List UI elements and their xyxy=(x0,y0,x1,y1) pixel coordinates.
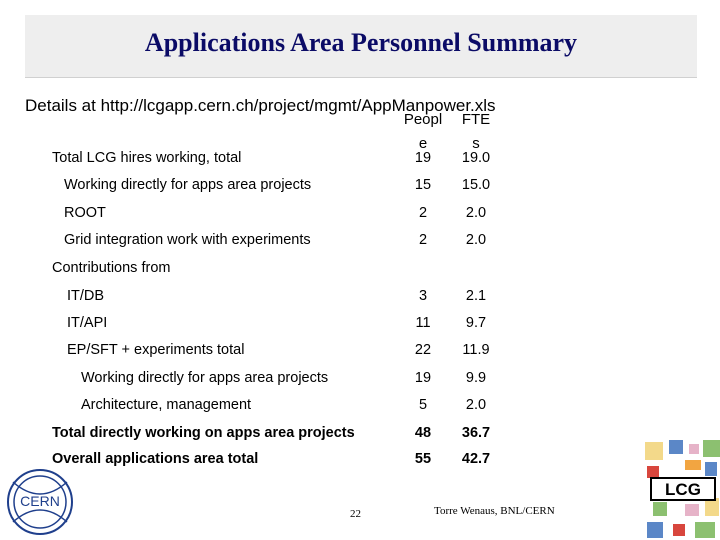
table-row xyxy=(0,370,720,392)
row-label: Total directly working on apps area projects xyxy=(52,425,355,441)
row-people: 48 xyxy=(414,425,432,441)
row-ftes: 9.7 xyxy=(465,315,487,331)
row-ftes: 9.9 xyxy=(465,370,487,386)
column-header-ftes-line2: s xyxy=(472,135,480,152)
cern-logo xyxy=(5,468,75,536)
lcg-logo-text: LCG xyxy=(665,480,701,499)
row-label: Working directly for apps area projects xyxy=(64,177,312,193)
row-ftes: 19.0 xyxy=(461,150,491,166)
row-ftes: 36.7 xyxy=(461,425,491,441)
column-header-people-line1: Peopl xyxy=(403,111,443,128)
row-ftes: 2.0 xyxy=(465,205,487,221)
row-people: 2 xyxy=(418,205,428,221)
total-row xyxy=(0,451,720,473)
row-ftes: 2.0 xyxy=(465,232,487,248)
section-heading-row xyxy=(0,260,720,282)
author-footer: Torre Wenaus, BNL/CERN xyxy=(434,505,555,517)
table-row xyxy=(0,397,720,419)
row-people: 55 xyxy=(414,451,432,467)
table-row xyxy=(0,205,720,227)
row-ftes: 42.7 xyxy=(461,451,491,467)
row-label: Architecture, management xyxy=(81,397,252,413)
page-number: 22 xyxy=(350,508,361,520)
row-people: 22 xyxy=(414,342,432,358)
slide-title: Applications Area Personnel Summary xyxy=(144,28,578,57)
table-row xyxy=(0,315,720,337)
row-ftes: 2.0 xyxy=(465,397,487,413)
title-divider xyxy=(25,77,697,78)
column-header-ftes xyxy=(451,108,501,156)
table-row xyxy=(0,342,720,364)
cern-logo-text: CERN xyxy=(20,493,60,509)
row-people: 2 xyxy=(418,232,428,248)
row-people: 5 xyxy=(418,397,428,413)
table-row xyxy=(0,150,720,172)
table-row xyxy=(0,288,720,310)
row-label: Overall applications area total xyxy=(52,451,259,467)
row-ftes: 15.0 xyxy=(461,177,491,193)
row-label: IT/API xyxy=(67,315,108,331)
details-link-text: Details at http://lcgapp.cern.ch/project/mgmt/AppManpower.xls xyxy=(25,96,496,115)
row-people: 11 xyxy=(415,315,431,331)
row-ftes: 11.9 xyxy=(462,342,490,358)
total-row xyxy=(0,425,720,447)
column-header-people-line2: e xyxy=(418,135,428,152)
row-people: 19 xyxy=(414,370,432,386)
row-people: 15 xyxy=(414,177,432,193)
column-header-ftes-line1: FTE xyxy=(461,111,491,128)
row-people: 19 xyxy=(414,150,432,166)
lcg-logo xyxy=(645,440,720,540)
table-row xyxy=(0,177,720,199)
row-label: Total LCG hires working, total xyxy=(52,150,242,166)
row-people: 3 xyxy=(418,288,428,304)
row-ftes: 2.1 xyxy=(465,288,487,304)
row-label: ROOT xyxy=(64,205,106,221)
row-label: Working directly for apps area projects xyxy=(81,370,329,386)
column-header-people xyxy=(398,108,448,156)
row-label: IT/DB xyxy=(67,288,105,304)
row-label: EP/SFT + experiments total xyxy=(67,342,245,358)
table-row xyxy=(0,232,720,254)
section-heading: Contributions from xyxy=(52,260,171,276)
row-label: Grid integration work with experiments xyxy=(64,232,311,248)
